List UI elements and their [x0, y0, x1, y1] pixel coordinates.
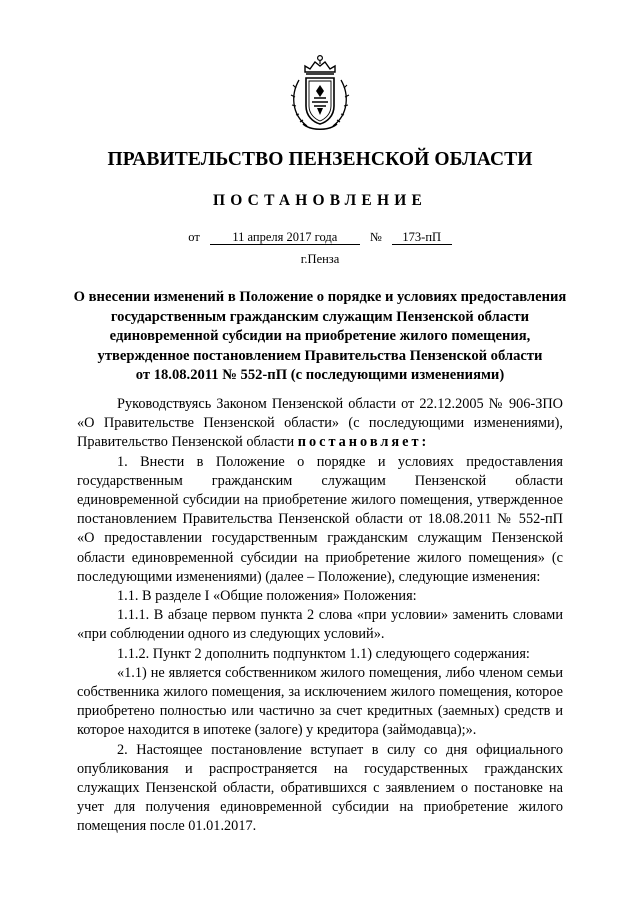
- date-number-line: [0, 230, 640, 245]
- preamble-paragraph: [77, 395, 563, 453]
- body-paragraph: 1.1.1. В абзаце первом пункта 2 слова «при условии» заменить словами «при соблюдении одного из следующих условий».: [77, 607, 563, 643]
- document-subject: [70, 288, 570, 386]
- document-body: [77, 395, 563, 837]
- body-paragraph: 2. Настоящее постановление вступает в силу со дня официального опубликования и распространяется на государственных гражданских служащих Пензенской области, обратившихся с заявлением о постановке на учет для получения единовременной субсидии на приобретение жилого помещения после 01.01.2017.: [77, 741, 563, 835]
- government-title: ПРАВИТЕЛЬСТВО ПЕНЗЕНСКОЙ ОБЛАСТИ: [107, 149, 533, 170]
- document-number: 173-пП: [392, 230, 452, 245]
- subject-line: государственным гражданским служащим Пензенской области: [110, 308, 530, 325]
- decree-word: постановляет:: [297, 434, 430, 451]
- body-paragraph: 1.1. В разделе I «Общие положения» Положения:: [117, 588, 417, 605]
- document-date: 11 апреля 2017 года: [210, 230, 360, 245]
- preamble-text: Руководствуясь Законом Пензенской области от 22.12.2005 № 906-ЗПО «О Правительстве Пензенской области» (с последующими изменениями), Правительство Пензенской области: [77, 396, 563, 451]
- body-paragraph: 1.1.2. Пункт 2 дополнить подпунктом 1.1) следующего содержания:: [117, 645, 530, 662]
- document-type: ПОСТАНОВЛЕНИЕ: [212, 192, 428, 209]
- body-paragraph: 1. Внести в Положение о порядке и условиях предоставления государственным гражданским служащим Пензенской области единовременной субсидии на приобретение жилого помещения, утвержденное постановлением Правительства Пензенской области от 18.08.2011 № 552-пП «О предоставлении государственным гражданским служащим Пензенской области единовременной субсидии на приобретение жилого помещения» (с последующими изменениями) (далее – Положение), следующие изменения:: [77, 453, 563, 585]
- body-paragraph: «1.1) не является собственником жилого помещения, либо членом семьи собственника жилого помещения, за исключением жилого помещения, которое приобретено полностью или частично за счет кредитных (заемных) средств и которое находится в ипотеке (залоге) у кредитора (займодавца);».: [77, 664, 563, 739]
- subject-line: О внесении изменений в Положение о порядке и условиях предоставления: [73, 289, 567, 305]
- city: г.Пенза: [300, 252, 340, 266]
- subject-line: утвержденное постановлением Правительства Пензенской области: [97, 347, 543, 364]
- penza-region-coat-of-arms-icon: [289, 52, 351, 134]
- date-prefix: от: [188, 230, 200, 244]
- subject-line: единовременной субсидии на приобретение жилого помещения,: [109, 328, 531, 344]
- subject-line: от 18.08.2011 № 552-пП (с последующими изменениями): [135, 367, 505, 383]
- number-prefix: №: [369, 230, 382, 244]
